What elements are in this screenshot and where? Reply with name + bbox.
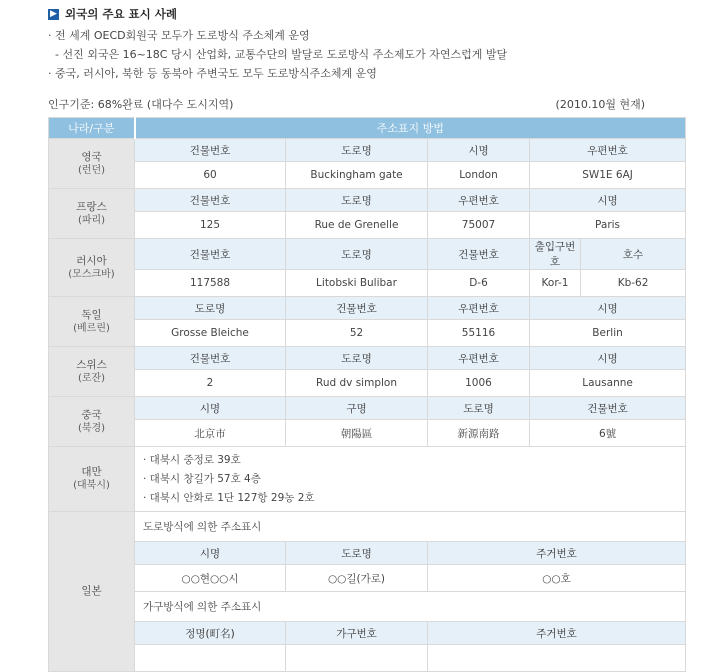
bullet-item: - 선진 외국은 16~18C 당시 산업화, 교통수단의 발달로 도로방식 주소제도가 자연스럽게 발달 [48, 48, 508, 61]
column-label: 도로명 [428, 397, 530, 420]
country-cell-france [49, 189, 135, 239]
column-label: 시명 [530, 347, 686, 370]
table-cell: 125 [135, 212, 286, 239]
list-item: · 대북시 안화로 1단 127항 29농 2호 [143, 491, 315, 504]
table-row [49, 239, 686, 270]
table-row [49, 622, 686, 645]
table-row [49, 565, 686, 592]
taiwan-address-list [135, 447, 686, 512]
bullet-item: · 전 세계 OECD회원국 모두가 도로방식 주소체계 운영 [48, 29, 310, 42]
column-label: 가구번호 [286, 622, 428, 645]
section-title-text: 외국의 주요 표시 사례 [65, 7, 177, 21]
table-row [49, 397, 686, 420]
country-city: (북경) [77, 422, 106, 434]
country-name: 중국 [81, 408, 102, 421]
table-row [49, 420, 686, 447]
table-cell: Litobski Bulibar [286, 270, 428, 297]
section-title [48, 6, 177, 22]
column-label: 주거번호 [428, 622, 686, 645]
column-label: 도로명 [286, 139, 428, 162]
column-label: 호수 [581, 239, 686, 270]
country-name: 스위스 [76, 358, 107, 371]
table-cell: D-6 [428, 270, 530, 297]
table-cell: Kor-1 [530, 270, 581, 297]
column-label: 시명 [135, 397, 286, 420]
population-basis: 인구기준: 68%완료 (대다수 도시지역) [48, 98, 234, 111]
column-label: 시명 [530, 297, 686, 320]
table-row [49, 189, 686, 212]
column-label: 도로명 [135, 297, 286, 320]
table-cell: Grosse Bleiche [135, 320, 286, 347]
table-cell: 52 [286, 320, 428, 347]
column-label: 도로명 [286, 189, 428, 212]
table-cell: 2 [135, 370, 286, 397]
table-row [49, 542, 686, 565]
country-city: (파리) [77, 214, 106, 226]
country-city: (모스크바) [68, 268, 115, 280]
block-method-label: 가구방식에 의한 주소표시 [135, 592, 686, 622]
country-cell-taiwan [49, 447, 135, 512]
intro-bullets [48, 26, 507, 83]
column-label: 출입구번호 [530, 239, 581, 270]
method-column-header: 주소표지 방법 [135, 118, 686, 139]
column-label: 시명 [135, 542, 286, 565]
table-cell: 117588 [135, 270, 286, 297]
road-method-label: 도로방식에 의한 주소표시 [135, 512, 686, 542]
table-cell: SW1E 6AJ [530, 162, 686, 189]
table-cell: 6號 [530, 420, 686, 447]
column-label: 건물번호 [286, 297, 428, 320]
table-row [49, 270, 686, 297]
table-header-row [49, 118, 686, 139]
country-name: 대만 [81, 466, 102, 478]
list-item: · 대북시 창길가 57호 4층 [143, 472, 261, 485]
table-cell: Rue de Grenelle [286, 212, 428, 239]
table-row [49, 347, 686, 370]
table-row [49, 162, 686, 189]
table-cell: 55116 [428, 320, 530, 347]
table-row [49, 645, 686, 672]
country-name: 영국 [81, 150, 102, 163]
table-cell: ○○현○○시 [135, 565, 286, 592]
table-cell: London [428, 162, 530, 189]
table-cell: Buckingham gate [286, 162, 428, 189]
country-city: (런던) [77, 164, 106, 176]
column-label: 도로명 [286, 542, 428, 565]
table-cell: 北京市 [135, 420, 286, 447]
table-cell: Paris [530, 212, 686, 239]
table-row [49, 592, 686, 622]
table-cell: Kb-62 [581, 270, 686, 297]
column-label: 우편번호 [428, 297, 530, 320]
country-name: 독일 [81, 308, 102, 321]
list-item: · 대북시 중정로 39호 [143, 453, 241, 466]
country-cell-uk [49, 139, 135, 189]
column-label: 시명 [428, 139, 530, 162]
table-cell [428, 645, 686, 672]
table-row [49, 139, 686, 162]
table-cell: 60 [135, 162, 286, 189]
country-name: 러시아 [76, 254, 107, 267]
column-label: 우편번호 [428, 189, 530, 212]
column-label: 건물번호 [135, 139, 286, 162]
table-cell [286, 645, 428, 672]
table-cell [135, 645, 286, 672]
table-cell: ○○길(가로) [286, 565, 428, 592]
column-label: 건물번호 [135, 347, 286, 370]
column-label: 건물번호 [135, 189, 286, 212]
table-row [49, 370, 686, 397]
table-cell: 朝陽區 [286, 420, 428, 447]
country-city: (대북시) [73, 480, 110, 491]
column-label: 우편번호 [428, 347, 530, 370]
table-cell: ○○호 [428, 565, 686, 592]
table-cell: 新源南路 [428, 420, 530, 447]
column-label: 건물번호 [135, 239, 286, 270]
table-cell: Rud dv simplon [286, 370, 428, 397]
table-cell: Lausanne [530, 370, 686, 397]
table-row [49, 320, 686, 347]
column-label: 도로명 [286, 347, 428, 370]
country-city: (로잔) [77, 372, 106, 384]
table-row [49, 512, 686, 542]
column-label: 건물번호 [428, 239, 530, 270]
table-row [49, 447, 686, 512]
bullet-item: · 중국, 러시아, 북한 등 동북아 주변국도 모두 도로방식주소체계 운영 [48, 67, 377, 80]
address-table [48, 117, 686, 672]
as-of-date: (2010.10월 현재) [555, 98, 645, 111]
table-cell: Berlin [530, 320, 686, 347]
column-label: 시명 [530, 189, 686, 212]
column-label: 구명 [286, 397, 428, 420]
column-label: 주거번호 [428, 542, 686, 565]
country-city: (베르린) [73, 322, 110, 334]
country-name: 일본 [81, 585, 102, 597]
country-cell-russia [49, 239, 135, 297]
table-cell: 75007 [428, 212, 530, 239]
column-label: 우편번호 [530, 139, 686, 162]
table-row [49, 297, 686, 320]
table-row [49, 212, 686, 239]
arrow-right-icon: ▶ [48, 9, 59, 20]
column-label: 정명(町名) [135, 622, 286, 645]
country-cell-china [49, 397, 135, 447]
country-cell-switzerland [49, 347, 135, 397]
table-cell: 1006 [428, 370, 530, 397]
column-label: 도로명 [286, 239, 428, 270]
column-label: 건물번호 [530, 397, 686, 420]
country-cell-germany [49, 297, 135, 347]
country-column-header: 나라/구분 [49, 118, 135, 139]
country-name: 프랑스 [76, 200, 107, 213]
